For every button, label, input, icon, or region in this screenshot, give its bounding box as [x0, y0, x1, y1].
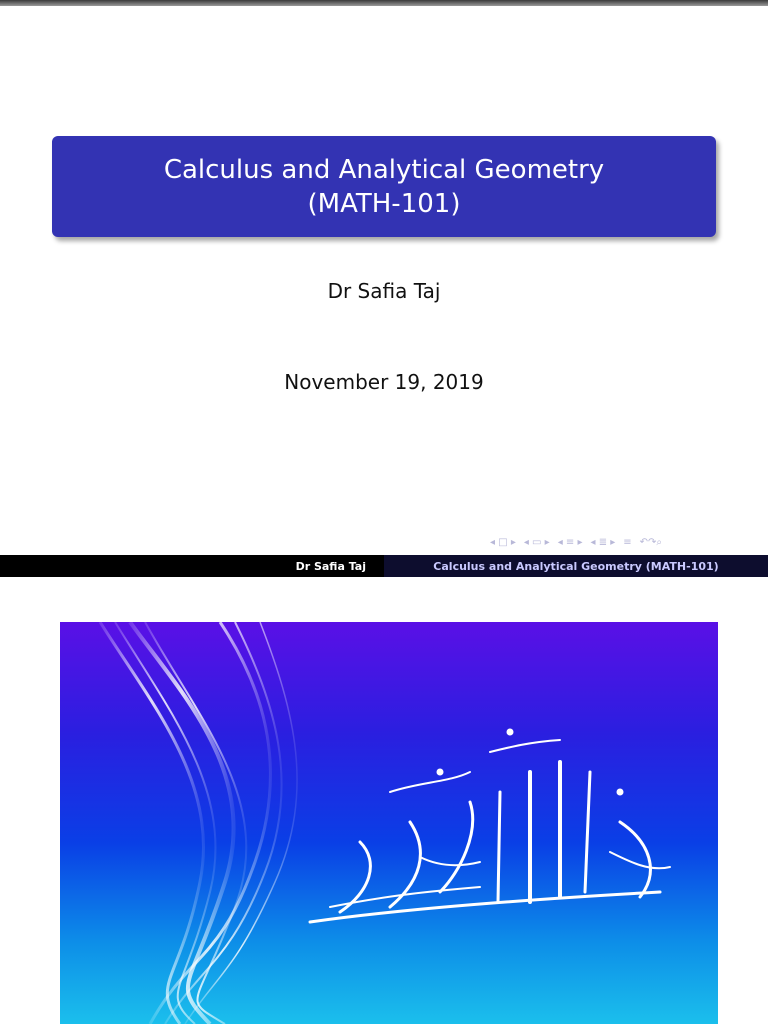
bismillah-calligraphy-image	[60, 622, 718, 1024]
nav-align-icon[interactable]: ≡	[623, 537, 632, 548]
footer-title: Calculus and Analytical Geometry (MATH-101)	[384, 555, 768, 577]
ribbon-waves	[100, 622, 297, 1024]
author-name: Dr Safia Taj	[327, 279, 441, 303]
calligraphy-graphic	[60, 622, 718, 1024]
nav-subsection-icon[interactable]: ◂ ▭ ▸	[523, 537, 550, 548]
nav-frame-icon[interactable]: ◂ □ ▸	[490, 537, 516, 548]
footer-author: Dr Safia Taj	[0, 555, 384, 577]
title-slide	[0, 6, 768, 580]
title-box	[52, 136, 716, 237]
nav-search-icon[interactable]: ↶↷⌕	[639, 537, 663, 548]
presentation-date: November 19, 2019	[284, 370, 484, 394]
slide-footer	[0, 555, 768, 577]
calligraphy-strokes	[310, 729, 670, 922]
title-line-2: (MATH-101)	[307, 188, 461, 219]
beamer-navigation	[490, 536, 662, 550]
nav-section-icon[interactable]: ◂ ≡ ▸	[557, 537, 583, 548]
nav-slide-icon[interactable]: ◂ ≣ ▸	[590, 537, 616, 548]
title-line-1: Calculus and Analytical Geometry	[163, 154, 605, 185]
